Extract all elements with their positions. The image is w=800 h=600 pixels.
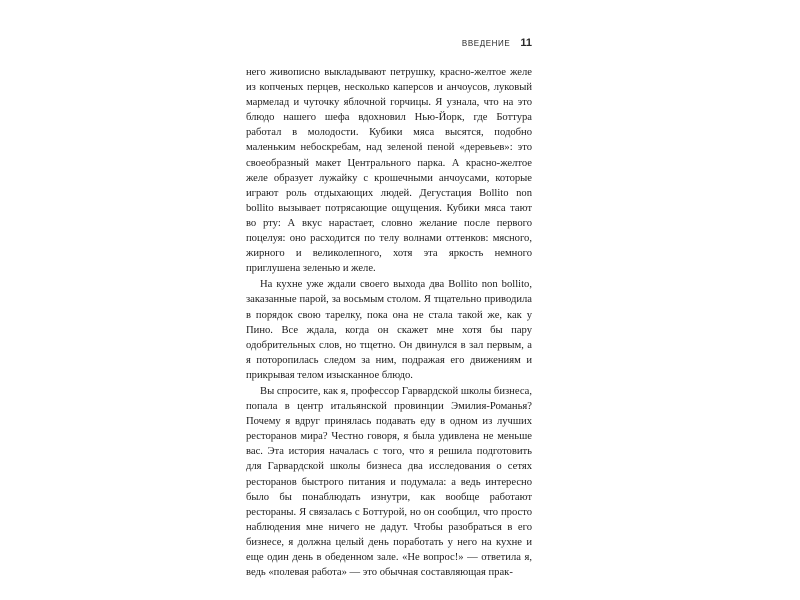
section-title: ВВЕДЕНИЕ bbox=[461, 39, 511, 48]
page-number: 11 bbox=[520, 37, 532, 49]
body-text bbox=[246, 65, 532, 580]
running-header bbox=[462, 37, 532, 49]
paragraph: Вы спросите, как я, профессор Гарвардской школы бизнеса, попала в центр итальянской провинции Эмилия-Романья? Почему я вдруг принялась подавать еду в одном из лучших ресторанов мира? Честно говоря, я была удивлена не меньше вас. Эта история началась с того, что я решила подготовить для Гарвардской школы бизнеса два исследования о сетях ресторанов быстрого питания и подумала: а ведь интересно было бы понаблюдать изнутри, как вообще работают рестораны. Я связалась с Боттурой, но он сообщил, что просто наблюдения мне ничего не дадут. Чтобы разобраться в его бизнесе, я должна целый день поработать у него на кухне и еще один день в обеденном зале. «Не вопрос!» — ответила я, ведь «полевая работа» — это обычная составляющая прак- bbox=[246, 385, 532, 579]
paragraph: На кухне уже ждали своего выхода два Bollito non bollito, заказанные парой, за восьмым столом. Я тщательно приводила в порядок свою тарелку, пока она не стала такой же, как у Пино. Все ждала, когда он скажет мне хотя бы пару одобрительных слов, но тщетно. Он двинулся в зал первым, а я поторопилась следом за ним, подражая его движениям и прикрывая телом изысканное блюдо. bbox=[246, 279, 532, 381]
paragraph: него живописно выкладывают петрушку, красно-желтое желе из копченых перцев, несколько каперсов и анчоусов, луковый мармелад и чуточку яблочной горчицы. Я узнала, что на это блюдо нашего шефа вдохновил Нью-Йорк, где Боттура работал в молодости. Кубики мяса высятся, подобно маленьким небоскребам, над зеленой пеной «деревьев»: это своеобразный макет Центрального парка. А красно-желтое желе образует лужайку с крошечными анчоусами, которые играют роль отдыхающих людей. Дегустация Bollito non bollito вызывает потрясающие ощущения. Кубики мяса тают во рту: А вкус нарастает, словно желание после первого поцелуя: оно расходится по телу волнами оттенков: мясного, жирного и великолепного, хотя эта яркость немного приглушена зеленью и желе. bbox=[246, 67, 532, 275]
